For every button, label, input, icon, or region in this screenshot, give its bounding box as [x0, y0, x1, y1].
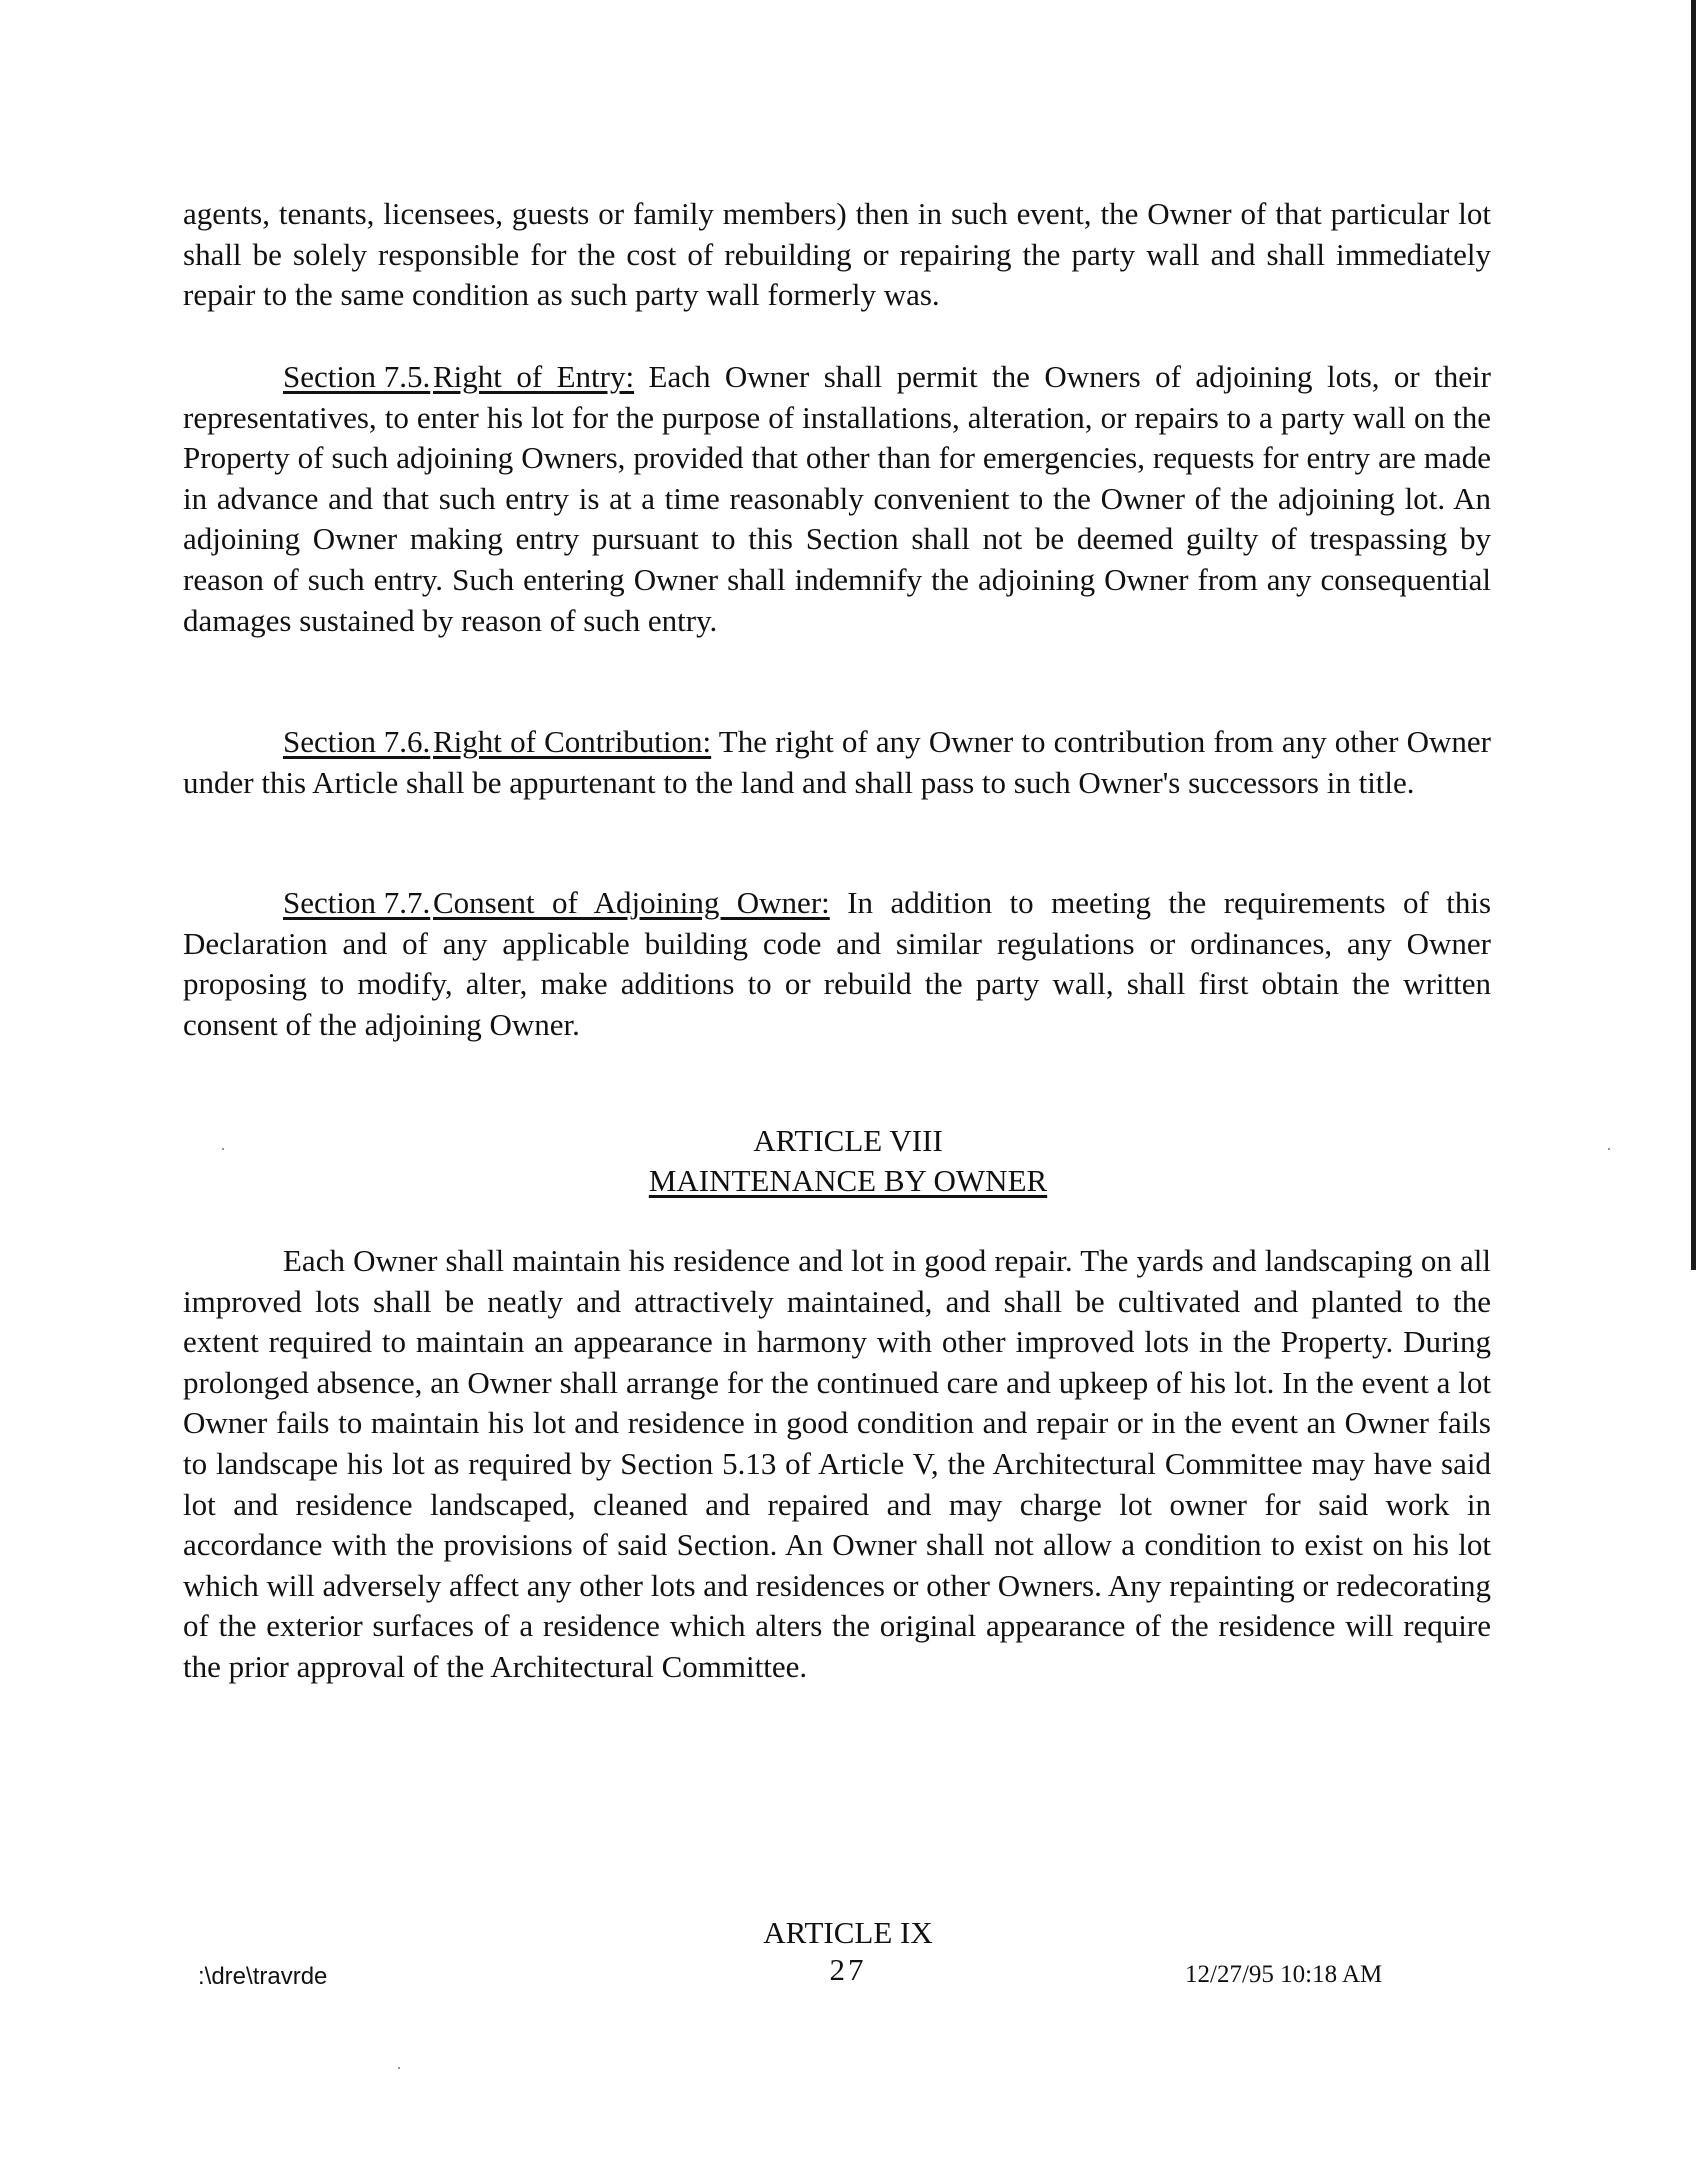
section-body: Each Owner shall permit the Owners of adjoining lots, or their representatives, to enter his lot for the purpose of installations, alteration, or repairs to a party wall on the Property of such adjoining Owners, provided that other than for emergencies, requests for entry are made in advance and that such entry is at a time reasonably convenient to the Owner of the adjoining lot. An adjoining Owner making entry pursuant to this Section shall not be deemed guilty of trespassing by reason of such entry. Such entering Owner shall indemnify the adjoining Owner from any consequential damages sustained by reason of such entry.: [183, 359, 1491, 638]
article-viii-body-block: [183, 1241, 1491, 1688]
section-paragraph: [183, 722, 1491, 803]
scan-edge-shadow: [1691, 0, 1696, 1270]
scan-speck: [222, 1148, 224, 1150]
article-viii-body: Each Owner shall maintain his residence and lot in good repair. The yards and landscaping on all improved lots shall be neatly and attractively maintained, and shall be cultivated and planted to the extent required to maintain an appearance in harmony with other improved lots in the Property. During prolonged absence, an Owner shall arrange for the continued care and upkeep of his lot. In the event a lot Owner fails to maintain his lot and residence in good condition and repair or in the event an Owner fails to landscape his lot as required by Section 5.13 of Article V, the Architectural Committee may have said lot and residence landscaped, cleaned and repaired and may charge lot owner for said work in accordance with the provisions of said Section. An Owner shall not allow a condition to exist on his lot which will adversely affect any other lots and residences or other Owners. Any repainting or redecorating of the exterior surfaces of a residence which alters the original appearance of the residence will require the prior approval of the Architectural Committee.: [183, 1243, 1491, 1684]
section-number: Section 7.6.: [283, 724, 431, 759]
article-viii-title: MAINTENANCE BY OWNER: [648, 1163, 1048, 1198]
section-title: Consent of Adjoining Owner:: [433, 885, 830, 920]
continued-paragraph-block: [183, 194, 1491, 316]
footer-timestamp: 12/27/95 10:18 AM: [1185, 1961, 1383, 1988]
section-paragraph: [183, 357, 1491, 641]
section-7-7: [183, 883, 1491, 1045]
article-viii-label: ARTICLE VIII: [753, 1123, 943, 1158]
article-ix-label: ARTICLE IX: [763, 1915, 933, 1950]
section-paragraph: [183, 883, 1491, 1045]
section-number: Section 7.7.: [283, 885, 431, 920]
footer-file-path: :\dre\travrde: [198, 1963, 328, 1990]
section-7-5: [183, 357, 1491, 641]
page-number: 27: [829, 1952, 867, 1987]
continued-paragraph: agents, tenants, licensees, guests or family members) then in such event, the Owner of that particular lot shall be solely responsible for the cost of rebuilding or repairing the party wall and shall immediately repair to the same condition as such party wall formerly was.: [183, 196, 1491, 313]
section-number: Section 7.5.: [283, 359, 431, 394]
section-body: The right of any Owner to contribution from any other Owner under this Article shall be appurtenant to the land and shall pass to such Owner's successors in title.: [183, 724, 1491, 800]
section-7-6: [183, 722, 1491, 803]
section-title: Right of Contribution:: [433, 724, 712, 759]
scan-speck: [1608, 1148, 1610, 1150]
section-body: In addition to meeting the requirements of this Declaration and of any applicable building code and similar regulations or ordinances, any Owner proposing to modify, alter, make additions to or rebuild the party wall, shall first obtain the written consent of the adjoining Owner.: [183, 885, 1492, 1042]
scan-speck: [398, 2067, 400, 2069]
section-title: Right of Entry:: [433, 359, 635, 394]
